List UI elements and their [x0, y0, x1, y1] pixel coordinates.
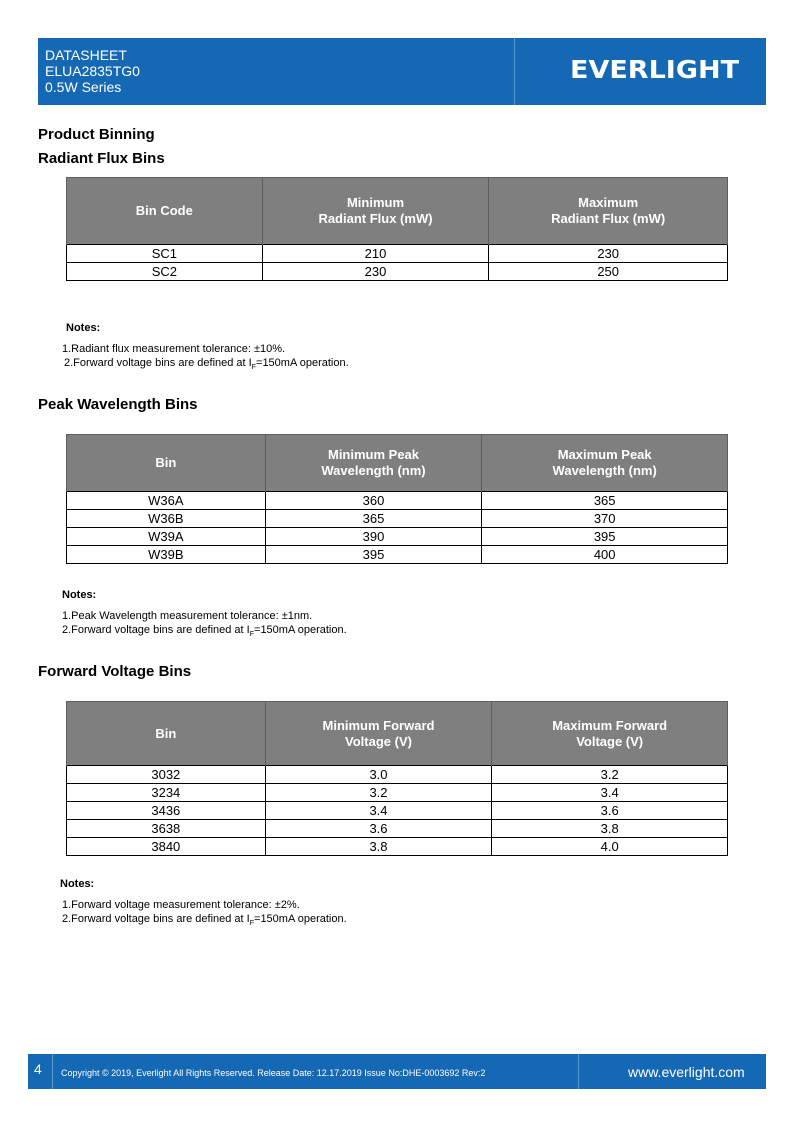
column-header: [489, 178, 728, 245]
table-cell: 4.0: [492, 838, 728, 856]
table-cell: 230: [262, 263, 489, 281]
table-cell: 3032: [67, 766, 266, 784]
table-cell: 365: [482, 492, 728, 510]
table-cell: 3.2: [492, 766, 728, 784]
table-cell: 250: [489, 263, 728, 281]
column-header-line: Voltage (V): [345, 733, 412, 749]
column-header-line: Wavelength (nm): [321, 463, 426, 478]
table-cell: 230: [489, 245, 728, 263]
column-header-line: Maximum Peak: [557, 447, 652, 462]
table-row: [67, 766, 728, 784]
doc-type: DATASHEET: [45, 47, 127, 63]
table-cell: 3436: [67, 802, 266, 820]
column-header-line: Minimum Peak: [327, 447, 420, 462]
page-footer: [28, 1054, 766, 1089]
column-header: [482, 435, 728, 492]
column-header-line: Minimum Forward: [322, 717, 435, 733]
column-header-line: Bin: [155, 725, 177, 741]
peak-wavelength-title: Peak Wavelength Bins: [38, 396, 198, 413]
table-cell: W36A: [67, 492, 266, 510]
forward-voltage-title: Forward Voltage Bins: [38, 663, 192, 680]
table-cell: 3.2: [265, 784, 492, 802]
table-cell: 395: [482, 528, 728, 546]
table-cell: SC2: [67, 263, 263, 281]
table-row: [67, 263, 728, 281]
table-cell: 395: [265, 546, 482, 564]
peak-note-1: 1.Peak Wavelength measurement tolerance: ±1nm.: [62, 610, 313, 622]
part-number: ELUA2835TG0: [45, 63, 140, 79]
copyright-notice: Copyright © 2019, Everlight All Rights Reserved. Release Date: 12.17.2019 Issue No:DHE-0003692 Rev:2: [61, 1068, 486, 1078]
radiant-note-2: 2.Forward voltage bins are defined at $I_F=150mA$ operation.: [64, 357, 349, 372]
radiant-flux-title: Radiant Flux Bins: [38, 150, 165, 167]
footer-divider: [52, 1054, 53, 1089]
page-header: [38, 38, 766, 105]
column-header-line: Minimum: [346, 195, 405, 210]
table-row: [67, 245, 728, 263]
table-row: [67, 838, 728, 856]
table-cell: 400: [482, 546, 728, 564]
product-series: 0.5W Series: [45, 79, 122, 95]
column-header: [262, 178, 489, 245]
peak-notes-title: Notes:: [62, 589, 97, 601]
footer-divider: [578, 1054, 579, 1089]
everlight-logo: EVERLIGHT: [570, 55, 740, 84]
table-row: [67, 510, 728, 528]
table-cell: 3.6: [265, 820, 492, 838]
forward-voltage-table: [66, 701, 728, 856]
table-cell: 3638: [67, 820, 266, 838]
column-header-line: Radiant Flux (mW): [318, 211, 433, 226]
document-identity: [45, 47, 140, 95]
radiant-note-1: 1.Radiant flux measurement tolerance: ±10%.: [62, 343, 286, 355]
table-cell: 3.8: [265, 838, 492, 856]
table-cell: 3.4: [492, 784, 728, 802]
table-cell: W36B: [67, 510, 266, 528]
table-cell: 3.8: [492, 820, 728, 838]
table-cell: 3.0: [265, 766, 492, 784]
header-divider: [514, 38, 515, 105]
table-cell: 3234: [67, 784, 266, 802]
section-title: Product Binning: [38, 126, 155, 143]
table-cell: 210: [262, 245, 489, 263]
column-header-line: Maximum: [578, 195, 639, 210]
table-cell: 365: [265, 510, 482, 528]
voltage-note-1: 1.Forward voltage measurement tolerance: ±2%.: [62, 899, 300, 911]
table-cell: SC1: [67, 245, 263, 263]
column-header: [67, 435, 266, 492]
column-header: [67, 702, 266, 766]
radiant-flux-table: [66, 177, 728, 281]
column-header: [492, 702, 728, 766]
column-header-line: Radiant Flux (mW): [551, 211, 666, 226]
website-link[interactable]: www.everlight.com: [628, 1064, 745, 1080]
table-cell: W39B: [67, 546, 266, 564]
table-row: [67, 784, 728, 802]
column-header-line: Maximum Forward: [552, 717, 668, 733]
voltage-note-2: 2.Forward voltage bins are defined at $I_F=150mA$ operation.: [62, 913, 347, 928]
page-number: 4: [34, 1061, 42, 1077]
column-header-line: Voltage (V): [576, 733, 644, 749]
table-cell: 390: [265, 528, 482, 546]
table-cell: 370: [482, 510, 728, 528]
column-header-line: Bin Code: [135, 203, 193, 218]
column-header: [265, 435, 482, 492]
peak-wavelength-table: [66, 434, 728, 564]
table-row: [67, 820, 728, 838]
column-header-line: Wavelength (nm): [552, 463, 657, 478]
table-cell: W39A: [67, 528, 266, 546]
peak-note-2: 2.Forward voltage bins are defined at $I_F=150mA$ operation.: [62, 624, 347, 639]
column-header: [265, 702, 492, 766]
table-cell: 3840: [67, 838, 266, 856]
voltage-notes-title: Notes:: [60, 878, 95, 890]
column-header-line: Bin: [155, 455, 177, 470]
table-row: [67, 492, 728, 510]
table-cell: 3.4: [265, 802, 492, 820]
table-cell: 3.6: [492, 802, 728, 820]
table-row: [67, 546, 728, 564]
column-header: [67, 178, 263, 245]
table-cell: 360: [265, 492, 482, 510]
table-row: [67, 528, 728, 546]
table-row: [67, 802, 728, 820]
radiant-notes-title: Notes:: [66, 322, 101, 334]
